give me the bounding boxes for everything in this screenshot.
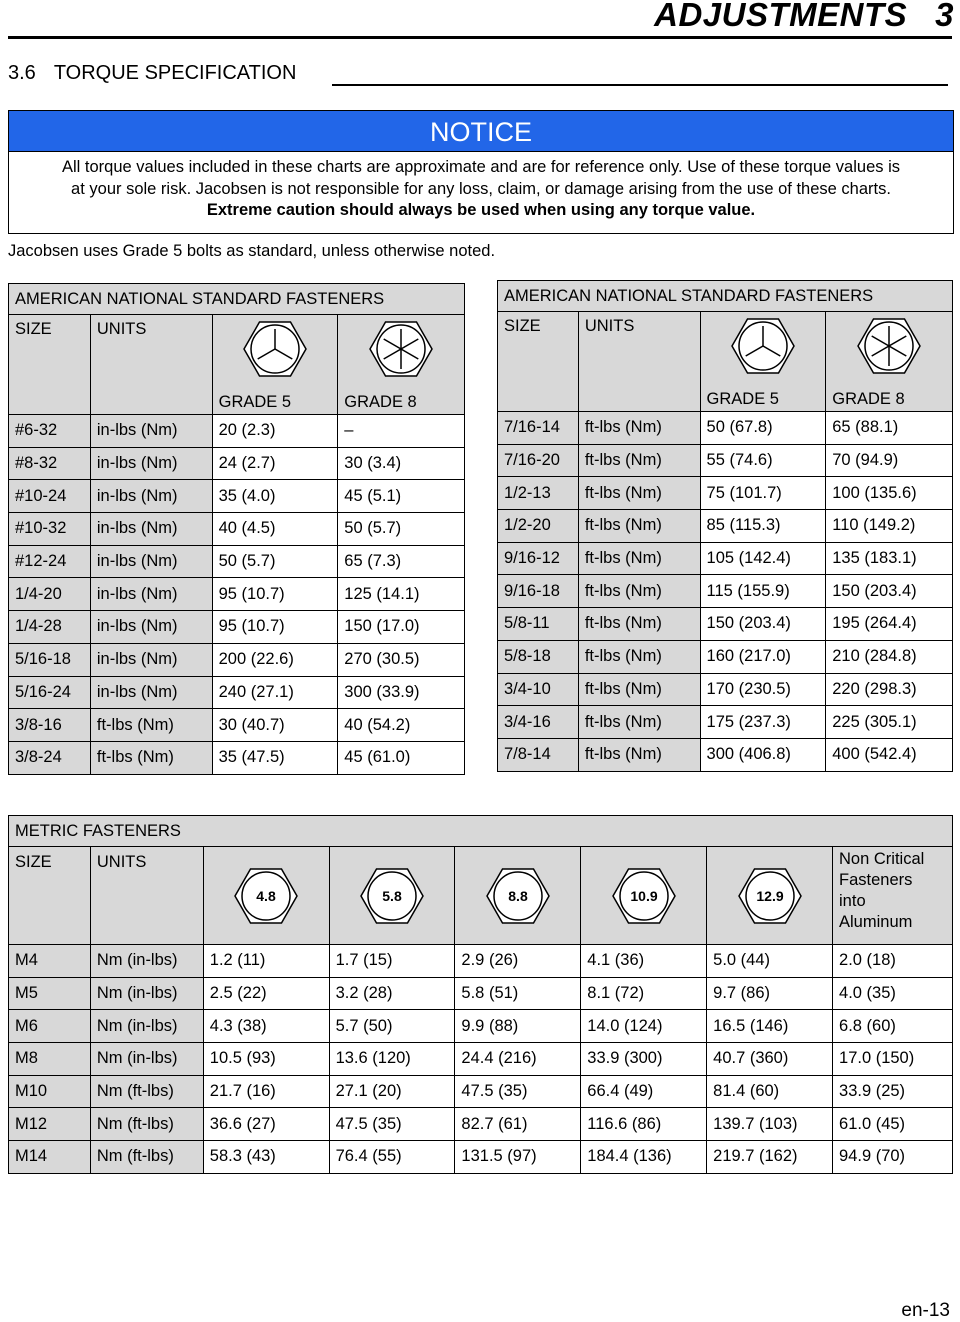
grade-5-value: 75 (101.7) (700, 477, 826, 510)
torque-value: 131.5 (97) (455, 1141, 581, 1174)
grade-5-value: 105 (142.4) (700, 542, 826, 575)
table-row (9, 611, 465, 644)
units-cell: ft-lbs (Nm) (578, 510, 700, 543)
grade-8-value: 65 (88.1) (826, 412, 953, 445)
non-critical-header (833, 847, 953, 945)
units-cell: ft-lbs (Nm) (578, 738, 700, 771)
table-row (9, 1043, 953, 1076)
grade-5-value: 95 (10.7) (212, 578, 338, 611)
grade-8-value: 210 (284.8) (826, 640, 953, 673)
property-class-header (329, 847, 455, 945)
table-row (498, 673, 953, 706)
table-row (498, 640, 953, 673)
grade-8-value: 400 (542.4) (826, 738, 953, 771)
intro-text: Jacobsen uses Grade 5 bolts as standard, unless otherwise noted. (8, 242, 496, 260)
size-cell: M14 (9, 1141, 91, 1174)
torque-value: 4.3 (38) (203, 1010, 329, 1043)
grade-8-value: – (338, 415, 465, 448)
size-cell: #10-32 (9, 513, 91, 546)
units-cell: ft-lbs (Nm) (578, 412, 700, 445)
american-standard-table-right (497, 280, 953, 772)
header-rule (8, 36, 952, 39)
table-row (9, 945, 953, 978)
grade-8-value: 40 (54.2) (338, 709, 465, 742)
table-row (9, 480, 465, 513)
torque-value: 116.6 (86) (581, 1108, 707, 1141)
table-row (498, 412, 953, 445)
torque-value: 24.4 (216) (455, 1043, 581, 1076)
torque-value: 81.4 (60) (707, 1075, 833, 1108)
grade-5-bolt-head-icon (242, 319, 308, 379)
grade-8-value: 110 (149.2) (826, 510, 953, 543)
torque-value: 1.2 (11) (203, 945, 329, 978)
table-title: AMERICAN NATIONAL STANDARD FASTENERS (498, 281, 953, 312)
page-number: en-13 (901, 1300, 950, 1321)
torque-value: 9.7 (86) (707, 977, 833, 1010)
american-standard-table-left (8, 283, 465, 775)
grade-5-value: 35 (4.0) (212, 480, 338, 513)
units-header: UNITS (90, 315, 212, 415)
units-cell: ft-lbs (Nm) (578, 575, 700, 608)
size-cell: M4 (9, 945, 91, 978)
grade-8-value: 150 (17.0) (338, 611, 465, 644)
units-cell: ft-lbs (Nm) (578, 477, 700, 510)
grade-8-value: 220 (298.3) (826, 673, 953, 706)
grade-8-header (338, 315, 465, 415)
table-row (9, 709, 465, 742)
size-cell: 1/2-13 (498, 477, 579, 510)
torque-value: 10.5 (93) (203, 1043, 329, 1076)
table-title: AMERICAN NATIONAL STANDARD FASTENERS (9, 284, 465, 315)
chapter-number: 3 (935, 0, 954, 33)
grade-8-value: 195 (264.4) (826, 608, 953, 641)
torque-value: 16.5 (146) (707, 1010, 833, 1043)
units-cell: in-lbs (Nm) (90, 545, 212, 578)
torque-value: 5.0 (44) (707, 945, 833, 978)
size-cell: 3/4-10 (498, 673, 579, 706)
torque-value: 2.9 (26) (455, 945, 581, 978)
size-cell: 5/16-24 (9, 676, 91, 709)
size-cell: 5/8-11 (498, 608, 579, 641)
non-critical-value: 4.0 (35) (833, 977, 953, 1010)
grade-8-value: 135 (183.1) (826, 542, 953, 575)
table-title: METRIC FASTENERS (9, 816, 953, 847)
table-row (9, 977, 953, 1010)
non-critical-line-1: Non Critical (839, 850, 925, 868)
grade-5-value: 300 (406.8) (700, 738, 826, 771)
units-cell: Nm (ft-lbs) (90, 1141, 203, 1174)
grade-8-value: 225 (305.1) (826, 706, 953, 739)
grade-5-value: 150 (203.4) (700, 608, 826, 641)
units-cell: ft-lbs (Nm) (90, 709, 212, 742)
torque-value: 2.5 (22) (203, 977, 329, 1010)
size-cell: 1/4-20 (9, 578, 91, 611)
grade-5-value: 160 (217.0) (700, 640, 826, 673)
torque-value: 21.7 (16) (203, 1075, 329, 1108)
units-cell: ft-lbs (Nm) (578, 640, 700, 673)
chapter-header (654, 0, 954, 34)
non-critical-value: 61.0 (45) (833, 1108, 953, 1141)
units-cell: in-lbs (Nm) (90, 676, 212, 709)
torque-value: 13.6 (120) (329, 1043, 455, 1076)
size-header: SIZE (498, 312, 579, 412)
torque-value: 4.1 (36) (581, 945, 707, 978)
grade-5-value: 20 (2.3) (212, 415, 338, 448)
table-row (9, 1010, 953, 1043)
table-row (9, 741, 465, 774)
size-cell: 3/4-16 (498, 706, 579, 739)
units-cell: in-lbs (Nm) (90, 513, 212, 546)
chapter-title: ADJUSTMENTS (654, 0, 908, 33)
property-class-header (707, 847, 833, 945)
property-class-label: 5.8 (382, 887, 402, 904)
size-cell: 9/16-18 (498, 575, 579, 608)
torque-value: 82.7 (61) (455, 1108, 581, 1141)
torque-value: 76.4 (55) (329, 1141, 455, 1174)
grade-5-value: 115 (155.9) (700, 575, 826, 608)
torque-value: 27.1 (20) (329, 1075, 455, 1108)
property-class-label: 4.8 (256, 887, 276, 904)
size-cell: 5/16-18 (9, 643, 91, 676)
non-critical-line-4: Aluminum (839, 913, 913, 931)
units-header: UNITS (578, 312, 700, 412)
notice-line-3: Extreme caution should always be used when using any torque value. (206, 201, 756, 219)
table-row (498, 738, 953, 771)
non-critical-value: 17.0 (150) (833, 1043, 953, 1076)
units-cell: in-lbs (Nm) (90, 578, 212, 611)
table-row (498, 477, 953, 510)
size-cell: 5/8-18 (498, 640, 579, 673)
metric-bolt-head-icon (611, 866, 677, 926)
torque-value: 33.9 (300) (581, 1043, 707, 1076)
non-critical-value: 94.9 (70) (833, 1141, 953, 1174)
non-critical-line-2: Fasteners (839, 871, 913, 889)
table-row (498, 510, 953, 543)
grade-5-value: 40 (4.5) (212, 513, 338, 546)
size-cell: 3/8-16 (9, 709, 91, 742)
grade-5-value: 85 (115.3) (700, 510, 826, 543)
size-cell: M10 (9, 1075, 91, 1108)
torque-value: 5.7 (50) (329, 1010, 455, 1043)
metric-fasteners-table (8, 815, 953, 1174)
torque-value: 66.4 (49) (581, 1075, 707, 1108)
table-row (9, 1141, 953, 1174)
grade-5-value: 240 (27.1) (212, 676, 338, 709)
torque-value: 58.3 (43) (203, 1141, 329, 1174)
property-class-label: 10.9 (630, 887, 658, 904)
grade-8-value: 30 (3.4) (338, 447, 465, 480)
table-row (9, 643, 465, 676)
table-row (498, 608, 953, 641)
grade-8-value: 100 (135.6) (826, 477, 953, 510)
grade-8-value: 270 (30.5) (338, 643, 465, 676)
grade-8-value: 125 (14.1) (338, 578, 465, 611)
torque-value: 8.1 (72) (581, 977, 707, 1010)
torque-value: 47.5 (35) (455, 1075, 581, 1108)
table-row (498, 542, 953, 575)
non-critical-line-3: into (839, 892, 866, 910)
torque-value: 184.4 (136) (581, 1141, 707, 1174)
notice-body (9, 152, 953, 222)
units-cell: Nm (in-lbs) (90, 1043, 203, 1076)
table-row (498, 444, 953, 477)
grade-8-value: 45 (5.1) (338, 480, 465, 513)
units-cell: ft-lbs (Nm) (578, 673, 700, 706)
section-rule (332, 84, 948, 86)
table-row (9, 415, 465, 448)
torque-value: 9.9 (88) (455, 1010, 581, 1043)
size-cell: M12 (9, 1108, 91, 1141)
size-cell: 7/16-20 (498, 444, 579, 477)
size-cell: 9/16-12 (498, 542, 579, 575)
units-header: UNITS (90, 847, 203, 945)
size-cell: #8-32 (9, 447, 91, 480)
grade-8-header (826, 312, 953, 412)
grade-5-header (212, 315, 338, 415)
size-header: SIZE (9, 847, 91, 945)
torque-value: 139.7 (103) (707, 1108, 833, 1141)
notice-box (8, 110, 954, 234)
notice-heading: NOTICE (9, 111, 953, 152)
size-header: SIZE (9, 315, 91, 415)
metric-bolt-head-icon (737, 866, 803, 926)
size-cell: M5 (9, 977, 91, 1010)
metric-bolt-head-icon (359, 866, 425, 926)
property-class-header (455, 847, 581, 945)
table-row (498, 575, 953, 608)
table-row (9, 513, 465, 546)
grade-8-bolt-head-icon (368, 319, 434, 379)
size-cell: 7/8-14 (498, 738, 579, 771)
size-cell: #12-24 (9, 545, 91, 578)
units-cell: ft-lbs (Nm) (578, 706, 700, 739)
units-cell: Nm (in-lbs) (90, 977, 203, 1010)
torque-value: 5.8 (51) (455, 977, 581, 1010)
non-critical-value: 2.0 (18) (833, 945, 953, 978)
torque-value: 14.0 (124) (581, 1010, 707, 1043)
notice-line-1: All torque values included in these charts are approximate and are for reference only. Use of these torque values is (62, 158, 900, 176)
units-cell: ft-lbs (Nm) (578, 444, 700, 477)
grade-5-value: 200 (22.6) (212, 643, 338, 676)
section-title (8, 62, 296, 85)
units-cell: Nm (in-lbs) (90, 945, 203, 978)
units-cell: in-lbs (Nm) (90, 643, 212, 676)
non-critical-value: 33.9 (25) (833, 1075, 953, 1108)
size-cell: M6 (9, 1010, 91, 1043)
metric-bolt-head-icon (233, 866, 299, 926)
table-row (9, 578, 465, 611)
units-cell: ft-lbs (Nm) (90, 741, 212, 774)
size-cell: 1/2-20 (498, 510, 579, 543)
table-row (9, 1075, 953, 1108)
size-cell: 7/16-14 (498, 412, 579, 445)
units-cell: Nm (ft-lbs) (90, 1075, 203, 1108)
grade-8-label: GRADE 8 (832, 390, 905, 408)
torque-value: 1.7 (15) (329, 945, 455, 978)
metric-bolt-head-icon (485, 866, 551, 926)
grade-8-value: 150 (203.4) (826, 575, 953, 608)
grade-5-value: 50 (5.7) (212, 545, 338, 578)
torque-value: 40.7 (360) (707, 1043, 833, 1076)
table-row (9, 545, 465, 578)
units-cell: Nm (ft-lbs) (90, 1108, 203, 1141)
grade-5-value: 170 (230.5) (700, 673, 826, 706)
units-cell: ft-lbs (Nm) (578, 608, 700, 641)
property-class-label: 12.9 (755, 887, 784, 904)
property-class-header (203, 847, 329, 945)
property-class-label: 8.8 (508, 887, 528, 904)
torque-value: 36.6 (27) (203, 1108, 329, 1141)
size-cell: #10-24 (9, 480, 91, 513)
non-critical-value: 6.8 (60) (833, 1010, 953, 1043)
table-row (498, 706, 953, 739)
units-cell: in-lbs (Nm) (90, 415, 212, 448)
grade-5-label: GRADE 5 (706, 390, 779, 408)
grade-8-value: 50 (5.7) (338, 513, 465, 546)
grade-5-value: 24 (2.7) (212, 447, 338, 480)
property-class-header (581, 847, 707, 945)
section-number: 3.6 (8, 62, 36, 84)
grade-8-value: 70 (94.9) (826, 444, 953, 477)
table-row (9, 1108, 953, 1141)
grade-5-value: 55 (74.6) (700, 444, 826, 477)
units-cell: in-lbs (Nm) (90, 447, 212, 480)
grade-8-value: 65 (7.3) (338, 545, 465, 578)
table-row (9, 447, 465, 480)
units-cell: Nm (in-lbs) (90, 1010, 203, 1043)
torque-value: 3.2 (28) (329, 977, 455, 1010)
grade-8-bolt-head-icon (856, 316, 922, 376)
grade-5-header (700, 312, 826, 412)
size-cell: #6-32 (9, 415, 91, 448)
units-cell: ft-lbs (Nm) (578, 542, 700, 575)
notice-line-2: at your sole risk. Jacobsen is not responsible for any loss, claim, or damage arising from the use of these charts. (71, 179, 891, 198)
grade-5-value: 95 (10.7) (212, 611, 338, 644)
size-cell: 3/8-24 (9, 741, 91, 774)
torque-value: 219.7 (162) (707, 1141, 833, 1174)
units-cell: in-lbs (Nm) (90, 611, 212, 644)
grade-8-value: 300 (33.9) (338, 676, 465, 709)
grade-5-value: 175 (237.3) (700, 706, 826, 739)
grade-5-value: 50 (67.8) (700, 412, 826, 445)
grade-5-value: 35 (47.5) (212, 741, 338, 774)
grade-8-label: GRADE 8 (344, 393, 417, 411)
grade-5-bolt-head-icon (730, 316, 796, 376)
grade-5-value: 30 (40.7) (212, 709, 338, 742)
section-title-text: TORQUE SPECIFICATION (53, 62, 297, 84)
torque-value: 47.5 (35) (329, 1108, 455, 1141)
grade-8-value: 45 (61.0) (338, 741, 465, 774)
size-cell: 1/4-28 (9, 611, 91, 644)
table-row (9, 676, 465, 709)
grade-5-label: GRADE 5 (218, 393, 292, 411)
units-cell: in-lbs (Nm) (90, 480, 212, 513)
size-cell: M8 (9, 1043, 91, 1076)
